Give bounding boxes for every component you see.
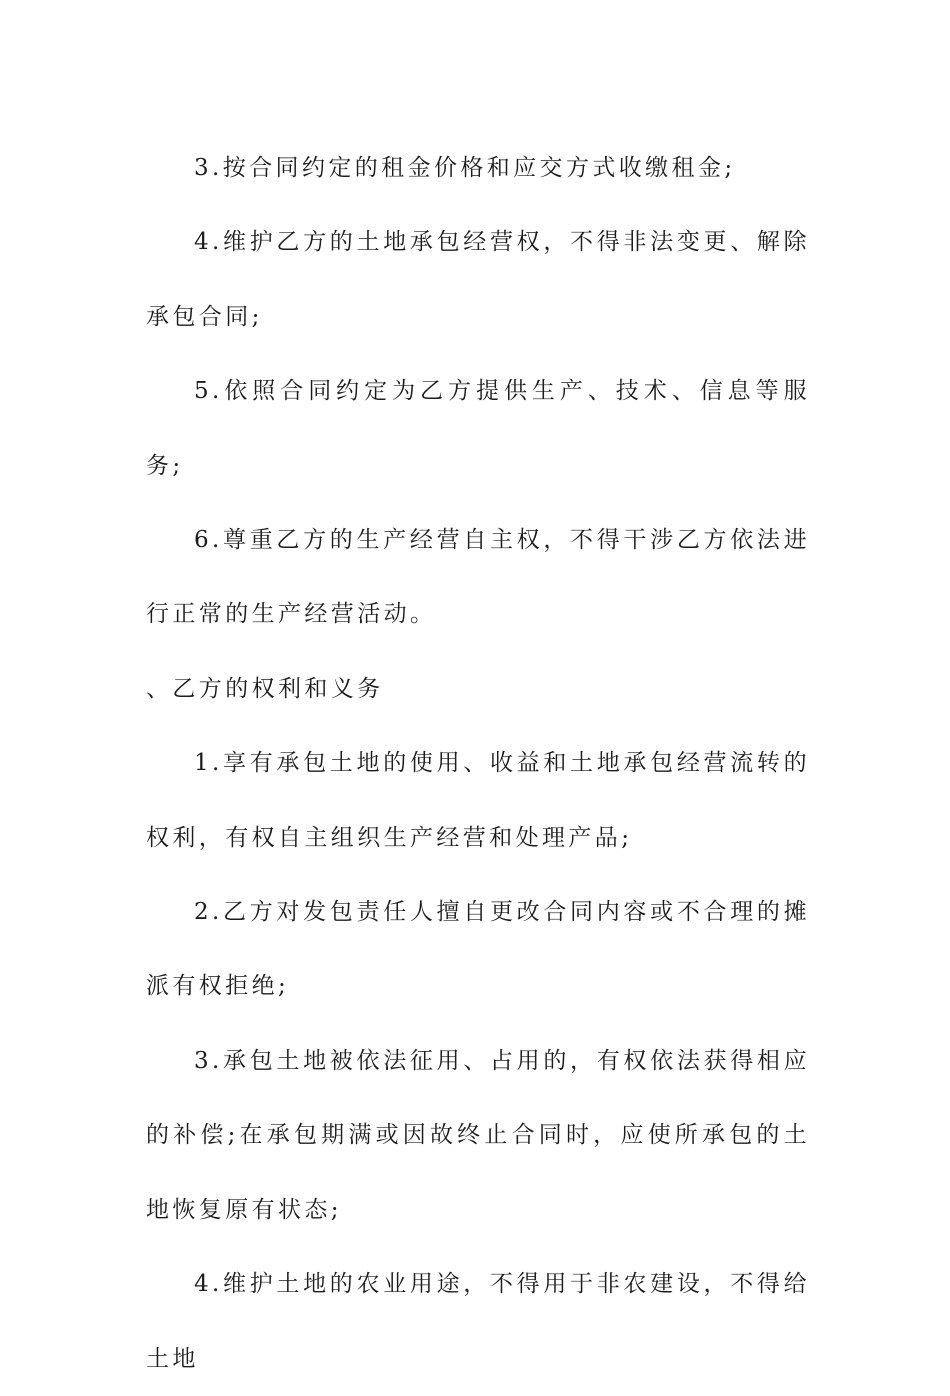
document-body xyxy=(146,131,810,1396)
paragraph-lessor-duty-5: 5.依照合同约定为乙方提供生产、技术、信息等服务; xyxy=(146,378,810,479)
paragraph-lessor-duty-3: 3.按合同约定的租金价格和应交方式收缴租金; xyxy=(194,155,736,181)
paragraph-lessor-duty-4: 4.维护乙方的土地承包经营权，不得非法变更、解除承包合同; xyxy=(146,229,810,330)
paragraph-lessor-duty-6: 6.尊重乙方的生产经营自主权，不得干涉乙方依法进行正常的生产经营活动。 xyxy=(146,527,810,628)
paragraph-party-b-right-2: 2.乙方对发包责任人擅自更改合同内容或不合理的摊派有权拒绝; xyxy=(146,899,810,1000)
paragraph-party-b-right-4: 4.维护土地的农业用途，不得用于非农建设，不得给土地 xyxy=(146,1271,810,1372)
section-heading-party-b-rights: 、乙方的权利和义务 xyxy=(146,675,384,702)
paragraph-party-b-right-3: 3.承包土地被依法征用、占用的，有权依法获得相应的补偿;在承包期满或因故终止合同时，应使所承包的土地恢复原有状态; xyxy=(146,1047,810,1223)
paragraph-party-b-right-1: 1.享有承包土地的使用、收益和土地承包经营流转的权利，有权自主组织生产经营和处理产品; xyxy=(146,750,810,851)
